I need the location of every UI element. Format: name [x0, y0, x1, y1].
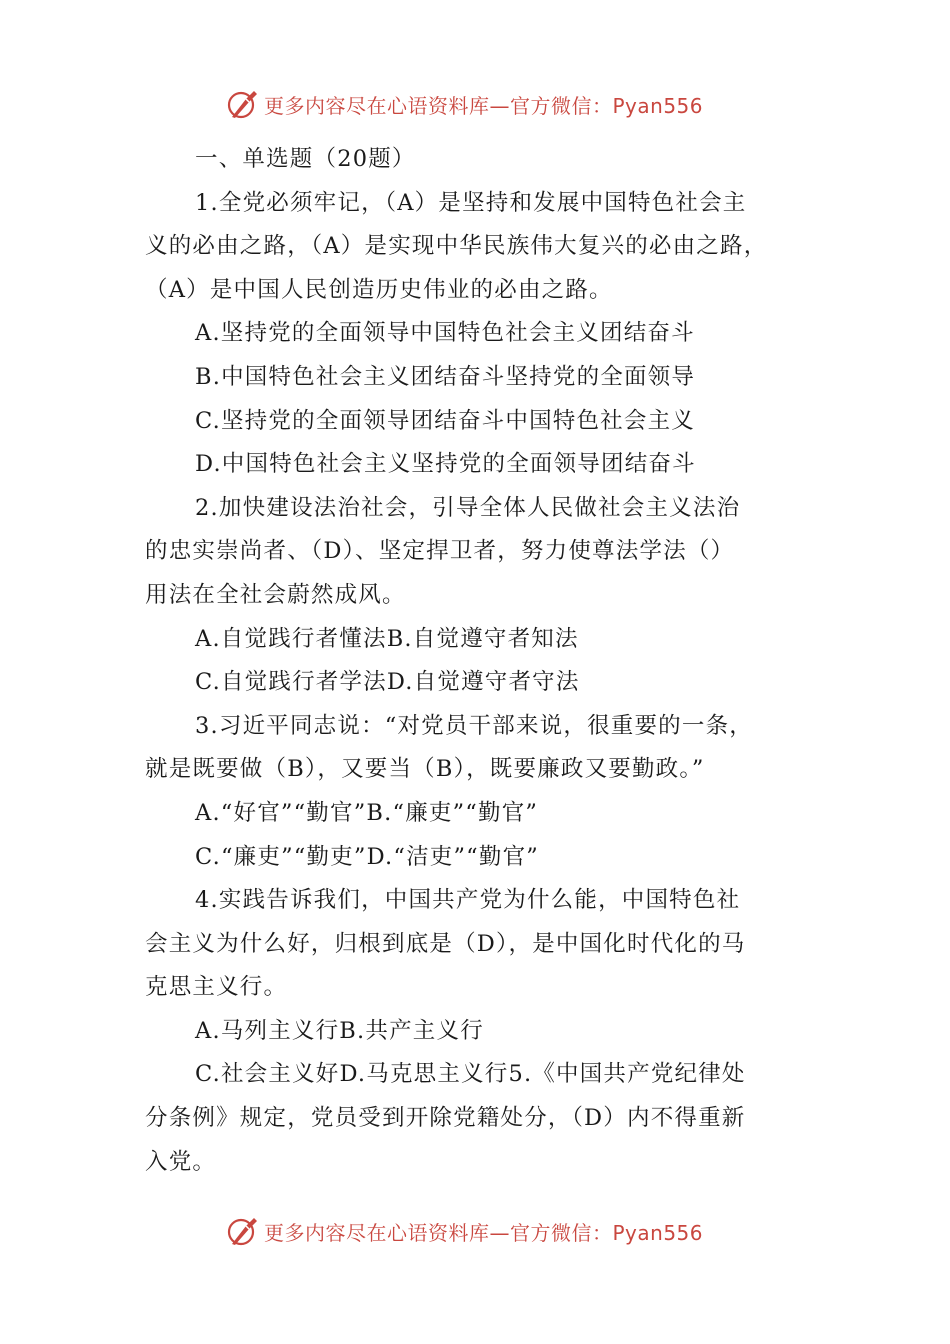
- option-line: C.社会主义好D.马克思主义行5.《中国共产党纪律处: [195, 1061, 746, 1088]
- option-line: A.“好官”“勤官”B.“廉吏”“勤官”: [195, 799, 539, 826]
- pen-logo-icon: [226, 87, 260, 121]
- document-body: [145, 138, 835, 1184]
- pen-logo-icon: [226, 1214, 260, 1248]
- question-line: 义的必由之路，（A）是实现中华民族伟大复兴的必由之路，: [145, 233, 768, 260]
- header-watermark: [226, 84, 703, 124]
- question-line: 的忠实崇尚者、（D）、坚定捍卫者，努力使尊法学法（）: [145, 538, 735, 565]
- question-line: 入党。: [145, 1148, 217, 1175]
- option-line: C.自觉践行者学法D.自觉遵守者守法: [195, 669, 580, 696]
- question-line: 就是既要做（B），又要当（B），既要廉政又要勤政。”: [145, 756, 705, 783]
- question-line: 3.习近平同志说：“对党员干部来说，很重要的一条，: [195, 712, 753, 739]
- question-line: 2.加快建设法治社会，引导全体人民做社会主义法治: [195, 494, 741, 521]
- option-line: C.“廉吏”“勤吏”D.“洁吏”“勤官”: [195, 843, 539, 870]
- question-line: 用法在全社会蔚然成风。: [145, 581, 406, 608]
- question-line: 分条例》规定，党员受到开除党籍处分，（D）内不得重新: [145, 1105, 746, 1132]
- option-line: D.中国特色社会主义坚持党的全面领导团结奋斗: [195, 451, 696, 478]
- question-line: 1.全党必须牢记，（A）是坚持和发展中国特色社会主: [195, 189, 747, 216]
- option-line: A.坚持党的全面领导中国特色社会主义团结奋斗: [195, 320, 695, 347]
- question-line: 4.实践告诉我们，中国共产党为什么能，中国特色社: [195, 887, 741, 914]
- option-line: B.中国特色社会主义团结奋斗坚持党的全面领导: [195, 363, 696, 390]
- question-line: 克思主义行。: [145, 974, 288, 1001]
- section-heading: 一、单选题（20题）: [195, 146, 416, 172]
- watermark-text: 更多内容尽在心语资料库—官方微信：Pyan556: [264, 1220, 704, 1245]
- footer-watermark: [226, 1211, 703, 1251]
- option-line: C.坚持党的全面领导团结奋斗中国特色社会主义: [195, 407, 695, 434]
- option-line: A.马列主义行B.共产主义行: [195, 1017, 484, 1044]
- question-line: 会主义为什么好，归根到底是（D），是中国化时代化的马: [145, 930, 746, 957]
- question-line: （A）是中国人民创造历史伟业的必由之路。: [145, 276, 613, 303]
- option-line: A.自觉践行者懂法B.自觉遵守者知法: [195, 625, 579, 652]
- watermark-text: 更多内容尽在心语资料库—官方微信：Pyan556: [264, 93, 704, 118]
